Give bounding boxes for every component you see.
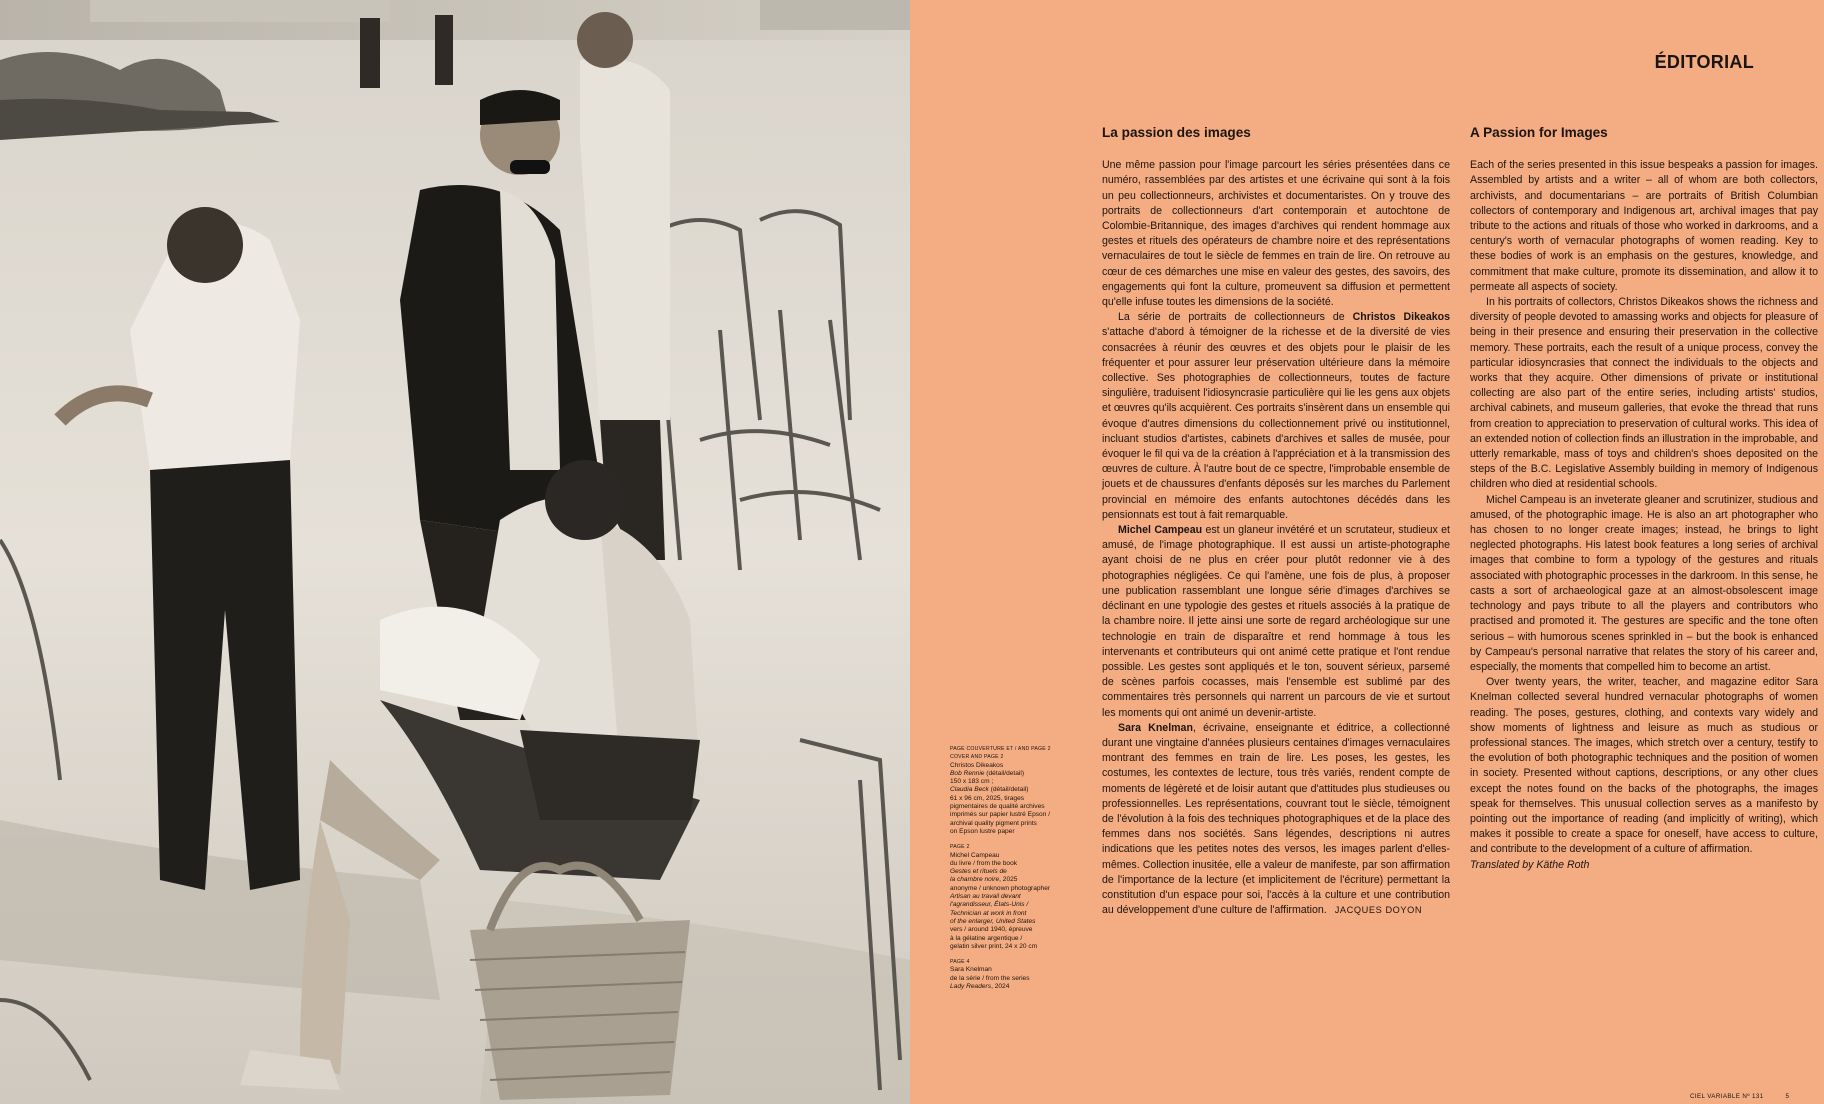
credit-kicker: PAGE 4 xyxy=(950,959,970,966)
french-paragraph xyxy=(1102,721,1450,919)
credit-line xyxy=(950,876,1084,884)
author-signature: JACQUES DOYON xyxy=(1334,905,1423,916)
page-number: 5 xyxy=(1785,1093,1790,1100)
credit-line: Christos Dikeakos xyxy=(950,761,1004,769)
credit-line: on Epson lustre paper xyxy=(950,827,1015,835)
credit-title: Artisan au travail devant xyxy=(950,893,1021,901)
credit-title: Bob Rennie xyxy=(950,769,985,777)
artist-name: Sara Knelman xyxy=(1118,721,1193,734)
credit-line: du livre / from the book xyxy=(950,859,1018,867)
credit-line xyxy=(950,983,1084,991)
credit-detail: (détail/detail) xyxy=(984,769,1025,777)
credit-title: la chambre noire xyxy=(950,876,1000,884)
credit-kicker: COVER AND PAGE 2 xyxy=(950,754,1004,761)
credit-line: 61 x 96 cm, 2025, tirages xyxy=(950,794,1025,802)
credit-line: Sara Knelman xyxy=(950,966,992,974)
section-label: ÉDITORIAL xyxy=(1654,52,1754,72)
folio xyxy=(1690,1093,1789,1100)
credit-year: , 2025 xyxy=(999,876,1018,884)
photograph-icon xyxy=(0,0,910,1104)
paragraph-text: s'attache d'abord à témoigner de la richesse et de la diversité de vies consacrées à réunir des œuvres et des objets pour le plaisir de les fréquenter et pour assurer leur préservation ultérieure dans la mémoire collective. Ses photographies de collectionneurs, toutes de facture singulière, traduisent l'idiosyncrasie particulière qui lie les gens aux objets et œuvres qu'ils acquièrent. Ces portraits s'insèrent dans un ensemble qui évoque d'autres dimensions du collectionnement privé ou institutionnel, incluant studios d'artistes, cabinets d'archives et salles de musée, pour évoquer le fil qui va de la création à l'appréciation et à la transmission des œuvres de culture. À l'autre bout de ce spectre, l'improbable ensemble de jouets et de chaussures d'enfants déposés sur les marches du Parlement provincial en mémoire des enfants autochtones décédés dans les pensionnats est tout à fait remarquable. xyxy=(1102,326,1450,521)
credit-title: of the enlarger, United States xyxy=(950,917,1036,925)
artist-name: Michel Campeau xyxy=(1118,524,1203,537)
credit-kicker: PAGE COUVERTURE ET / AND PAGE 2 xyxy=(950,746,1051,752)
artist-name: Christos Dikeakos xyxy=(1352,311,1451,324)
credit-group-page2 xyxy=(950,843,1084,951)
credit-line: imprimés sur papier lustré Epson / xyxy=(950,811,1051,819)
credit-line: anonyme / unknown photographer xyxy=(950,884,1051,892)
english-paragraph: Michel Campeau is an inveterate gleaner and scrutinizer, studious and amused, of the photographic image. He is also an art photographer who has chosen to no longer create images; instead, he brings to light neglected photographs. His latest book features a long series of archival images that combine to form a typology of the gestures and rituals associated with photographic processes in the darkroom. In this sense, he casts a sort of archaeological gaze at an almost-obsolescent image technology and pays tribute to all the players and contributors who practised and promoted it. The gestures are specific and the tone often serious – with humorous scenes sprinkled in – but the book is enhanced by Campeau's personal narrative that relates the story of his career and, especially, the moments that compelled him to become an artist. xyxy=(1470,493,1818,673)
credit-title: l'agrandisseur, États-Unis / xyxy=(950,901,1029,909)
credit-line: pigmentaires de qualité archives xyxy=(950,803,1045,811)
credit-group-page4 xyxy=(950,958,1084,991)
credit-line xyxy=(950,786,1084,794)
french-paragraph xyxy=(1102,523,1450,721)
credit-line: archival quality pigment prints xyxy=(950,819,1037,827)
credit-title: Claudia Beck xyxy=(950,786,989,794)
credit-group-cover xyxy=(950,745,1084,836)
english-paragraph: Over twenty years, the writer, teacher, and magazine editor Sara Knelman collected several hundred vernacular photographs of women reading. The poses, gestures, clothing, and contexts vary widely and show moments of lightness and leisure as much as studious or professional stances. The images, which stretch over a century, testify to the evolution of both photographic techniques and the position of women in society. Presented without captions, descriptions, or any other clues except the notes found on the backs of the photographs, the images speak for themselves. This unusual collection serves as a manifesto by pointing out the importance of reading (and implicitly of writing), which makes it possible to create a space for oneself, have access to culture, and contribute to the development of a culture of affirmation. xyxy=(1470,676,1818,856)
credit-year: , 2024 xyxy=(991,983,1010,991)
credit-line: 150 x 183 cm ; xyxy=(950,778,994,786)
credit-detail: (détail/detail) xyxy=(988,786,1029,794)
english-title: A Passion for Images xyxy=(1470,125,1608,140)
credit-line: à la gélatine argentique / xyxy=(950,934,1023,942)
credit-title: Technician at work in front xyxy=(950,909,1027,917)
photograph xyxy=(0,0,910,1104)
paragraph-text: est un glaneur invétéré et un scrutateur, studieux et amusé, de l'image photographique. Il est aussi un artiste-photographe ayant choisi de ne plus en créer pour plutôt redonner vie à des photographies négligées. Ce qui l'amène, une fois de plus, à proposer une publication rassemblant une longue série d'images d'archives se déclinant en une typologie des gestes et rituels associés à la pratique de la chambre noire. Il jette ainsi une sorte de regard archéologique sur une technologie en train de disparaître et rend hommage à tous les intervenants et contributeurs qui ont animé cette pratique et l'ont rendue possible. Les gestes sont appliqués et le ton, souvent sérieux, parsemé de scènes parfois cocasses, mais l'ensemble est sublimé par des commentaires très personnels qui narrent un parcours de vie et surtout les moments qui ont animé un devenir-artiste. xyxy=(1102,524,1450,719)
paragraph-text: La série de portraits de collectionneurs de xyxy=(1118,311,1353,324)
translator-credit: Translated by Käthe Roth xyxy=(1470,858,1590,871)
credit-line: vers / around 1940, épreuve xyxy=(950,926,1033,934)
credit-line: Michel Campeau xyxy=(950,851,1000,859)
editorial-page xyxy=(910,0,1824,1104)
credit-line: de la série / from the series xyxy=(950,974,1030,982)
credit-title: Lady Readers xyxy=(950,983,992,991)
french-title: La passion des images xyxy=(1102,125,1251,140)
credit-line xyxy=(950,770,1084,778)
photo-credits xyxy=(950,745,1084,998)
magazine-issue: CIEL VARIABLE Nº 131 xyxy=(1690,1093,1764,1100)
english-paragraph: In his portraits of collectors, Christos Dikeakos shows the richness and diversity of people devoted to amassing works and objects for pleasure of being in their presence and ensuring their preservation in the collective memory. These portraits, each the result of a unique process, convey the particular idiosyncrasies that connect the individuals to the objects and works that they acquire. Other dimensions of private or institutional collecting are also part of the entire series, including artists' studios, archival cabinets, and museum galleries, that evoke the thread that runs from creation to appreciation to preservation of cultural works. This idea of an extended notion of collection finds an illustration in the improbable, and utterly remarkable, mass of toys and children's shoes deposited on the steps of the B.C. Legislative Assembly building in memory of Indigenous children who died at residential schools. xyxy=(1470,296,1818,491)
paragraph-text: , écrivaine, enseignante et éditrice, a collectionné durant une vingtaine d'années plusieurs centaines d'images vernaculaires montrant des femmes en train de lire. Les poses, les gestes, les costumes, les contextes de lecture, tous très variés, rendent compte de moments de légèreté et de loisir autant que d'attitudes plus studieuses ou professionnelles. Les représentations, couvrant tout le siècle, témoignent de l'évolution à la fois des techniques photographiques et de la place des femmes dans nos sociétés. Sans légendes, descriptions ni autres indications que les petites notes des versos, les images parlent d'elles-mêmes. Collection inusitée, elle a valeur de manifeste, par son affirmation de l'importance de la lecture (et implicitement de l'écriture) permettant la constitution d'un espace pour soi, l'accès à la culture et une contribution au développement d'une culture de l'affirmation. xyxy=(1102,721,1450,917)
french-column xyxy=(1102,125,1450,918)
credit-line: gelatin silver print, 24 x 20 cm xyxy=(950,942,1038,950)
credit-kicker: PAGE 2 xyxy=(950,844,970,851)
french-paragraph: Une même passion pour l'image parcourt les séries présentées dans ce numéro, rassemblées par des artistes et une écrivaine qui sont à la fois un peu collectionneurs, archivistes et documentaristes. On y trouve des portraits de collectionneurs d'art contemporain et autochtone de Colombie-Britannique, des images d'archives qui rendent hommage aux gestes et rituels des opérateurs de chambre noire et des représentations vernaculaires de tout le siècle de femmes en train de lire. On retrouve au cœur de ces démarches une mise en valeur des gestes, des savoirs, des engagements qui font la culture, promeuvent sa diffusion et permettent qu'elle infuse toutes les dimensions de la société. xyxy=(1102,159,1450,309)
credit-title: Gestes et rituels de xyxy=(950,868,1007,876)
french-paragraph xyxy=(1102,310,1450,523)
english-column xyxy=(1470,125,1818,873)
english-paragraph: Each of the series presented in this issue bespeaks a passion for images. Assembled by artists and a writer – all of whom are both collectors, archivists, and documentarians – are portraits of British Columbian collectors of contemporary and Indigenous art, archival images that pay tribute to the actions and rituals of those who worked in darkrooms, and a century's worth of vernacular photographs of women reading. Key to these bodies of work is an emphasis on the gestures, knowledge, and commitment that make culture, promote its dissemination, and allow it to permeate all aspects of society. xyxy=(1470,159,1818,293)
